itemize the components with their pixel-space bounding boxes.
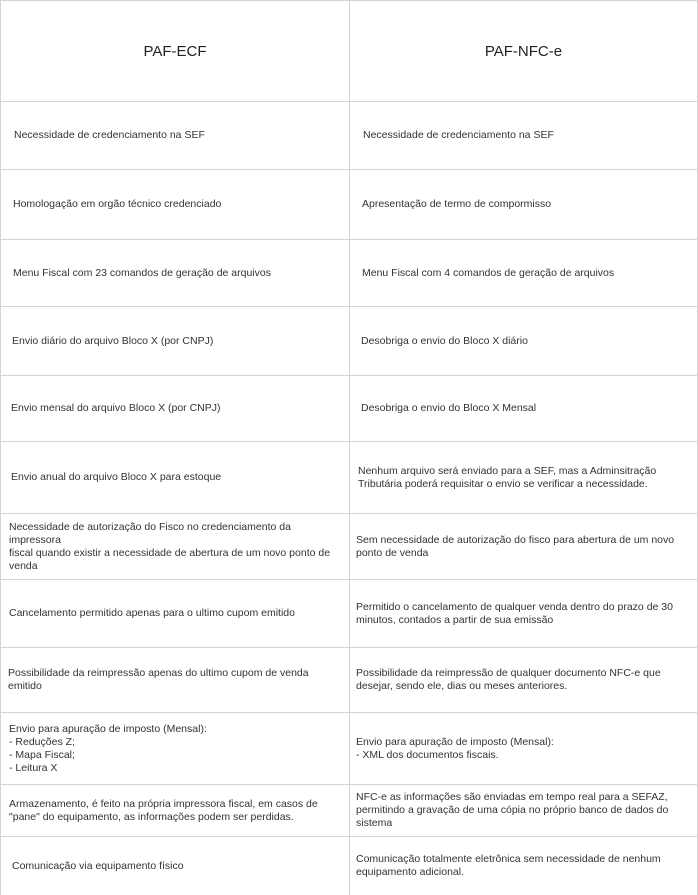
table-cell-paf-ecf: Envio mensal do arquivo Bloco X (por CNPJ): [1, 376, 350, 441]
table-row: [1, 442, 698, 514]
table-cell-paf-ecf: Envio anual do arquivo Bloco X para estoque: [1, 442, 350, 513]
table-cell-paf-ecf: Homologação em orgão técnico credenciado: [1, 170, 350, 239]
table-row: [1, 240, 698, 307]
header-paf-ecf: PAF-ECF: [1, 1, 350, 101]
table-row: [1, 785, 698, 837]
table-cell-paf-ecf: Envio diário do arquivo Bloco X (por CNPJ): [1, 307, 350, 375]
table-cell-paf-ecf: Menu Fiscal com 23 comandos de geração de arquivos: [1, 240, 350, 306]
table-cell-paf-nfce: Comunicação totalmente eletrônica sem necessidade de nenhum equipamento adicional.: [350, 837, 698, 895]
table-cell-paf-ecf: Necessidade de autorização do Fisco no credenciamento da impressora fiscal quando existir a necessidade de abertura de um novo ponto de venda: [1, 514, 350, 579]
table-row: [1, 102, 698, 170]
table-row: [1, 580, 698, 648]
table-cell-paf-nfce: Sem necessidade de autorização do fisco para abertura de um novo ponto de venda: [350, 514, 698, 579]
table-row: [1, 170, 698, 240]
table-cell-paf-ecf: Comunicação via equipamento físico: [1, 837, 350, 895]
table-row: [1, 376, 698, 442]
table-cell-paf-nfce: Desobriga o envio do Bloco X diário: [350, 307, 698, 375]
table-cell-paf-nfce: Envio para apuração de imposto (Mensal): - XML dos documentos fiscais.: [350, 713, 698, 784]
header-paf-nfce: PAF-NFC-e: [350, 1, 698, 101]
table-row: [1, 307, 698, 376]
table-cell-paf-nfce: Permitido o cancelamento de qualquer venda dentro do prazo de 30 minutos, contados a partir de sua emissão: [350, 580, 698, 647]
table-cell-paf-ecf: Cancelamento permitido apenas para o ultimo cupom emitido: [1, 580, 350, 647]
table-cell-paf-ecf: Armazenamento, é feito na própria impressora fiscal, em casos de "pane" do equipamento, as informações podem ser perdidas.: [1, 785, 350, 836]
table-cell-paf-nfce: Possibilidade da reimpressão de qualquer documento NFC-e que desejar, sendo ele, dias ou meses anteriores.: [350, 648, 698, 712]
table-cell-paf-ecf: Possibilidade da reimpressão apenas do ultimo cupom de venda emitido: [1, 648, 350, 712]
table-cell-paf-ecf: Necessidade de credenciamento na SEF: [1, 102, 350, 169]
table-row: [1, 648, 698, 713]
table-cell-paf-nfce: Desobriga o envio do Bloco X Mensal: [350, 376, 698, 441]
table-cell-paf-nfce: Apresentação de termo de compormisso: [350, 170, 698, 239]
table-row: [1, 713, 698, 785]
table-cell-paf-nfce: Menu Fiscal com 4 comandos de geração de arquivos: [350, 240, 698, 306]
table-row: [1, 837, 698, 895]
table-row: [1, 514, 698, 580]
table-header-row: [1, 1, 698, 102]
table-cell-paf-nfce: Necessidade de credenciamento na SEF: [350, 102, 698, 169]
table-cell-paf-nfce: NFC-e as informações são enviadas em tempo real para a SEFAZ, permitindo a gravação de uma cópia no próprio banco de dados do sistema: [350, 785, 698, 836]
table-cell-paf-nfce: Nenhum arquivo será enviado para a SEF, mas a Adminsitração Tributária poderá requisitar o envio se verificar a necessidade.: [350, 442, 698, 513]
table-cell-paf-ecf: Envio para apuração de imposto (Mensal): - Reduções Z; - Mapa Fiscal; - Leitura X: [1, 713, 350, 784]
